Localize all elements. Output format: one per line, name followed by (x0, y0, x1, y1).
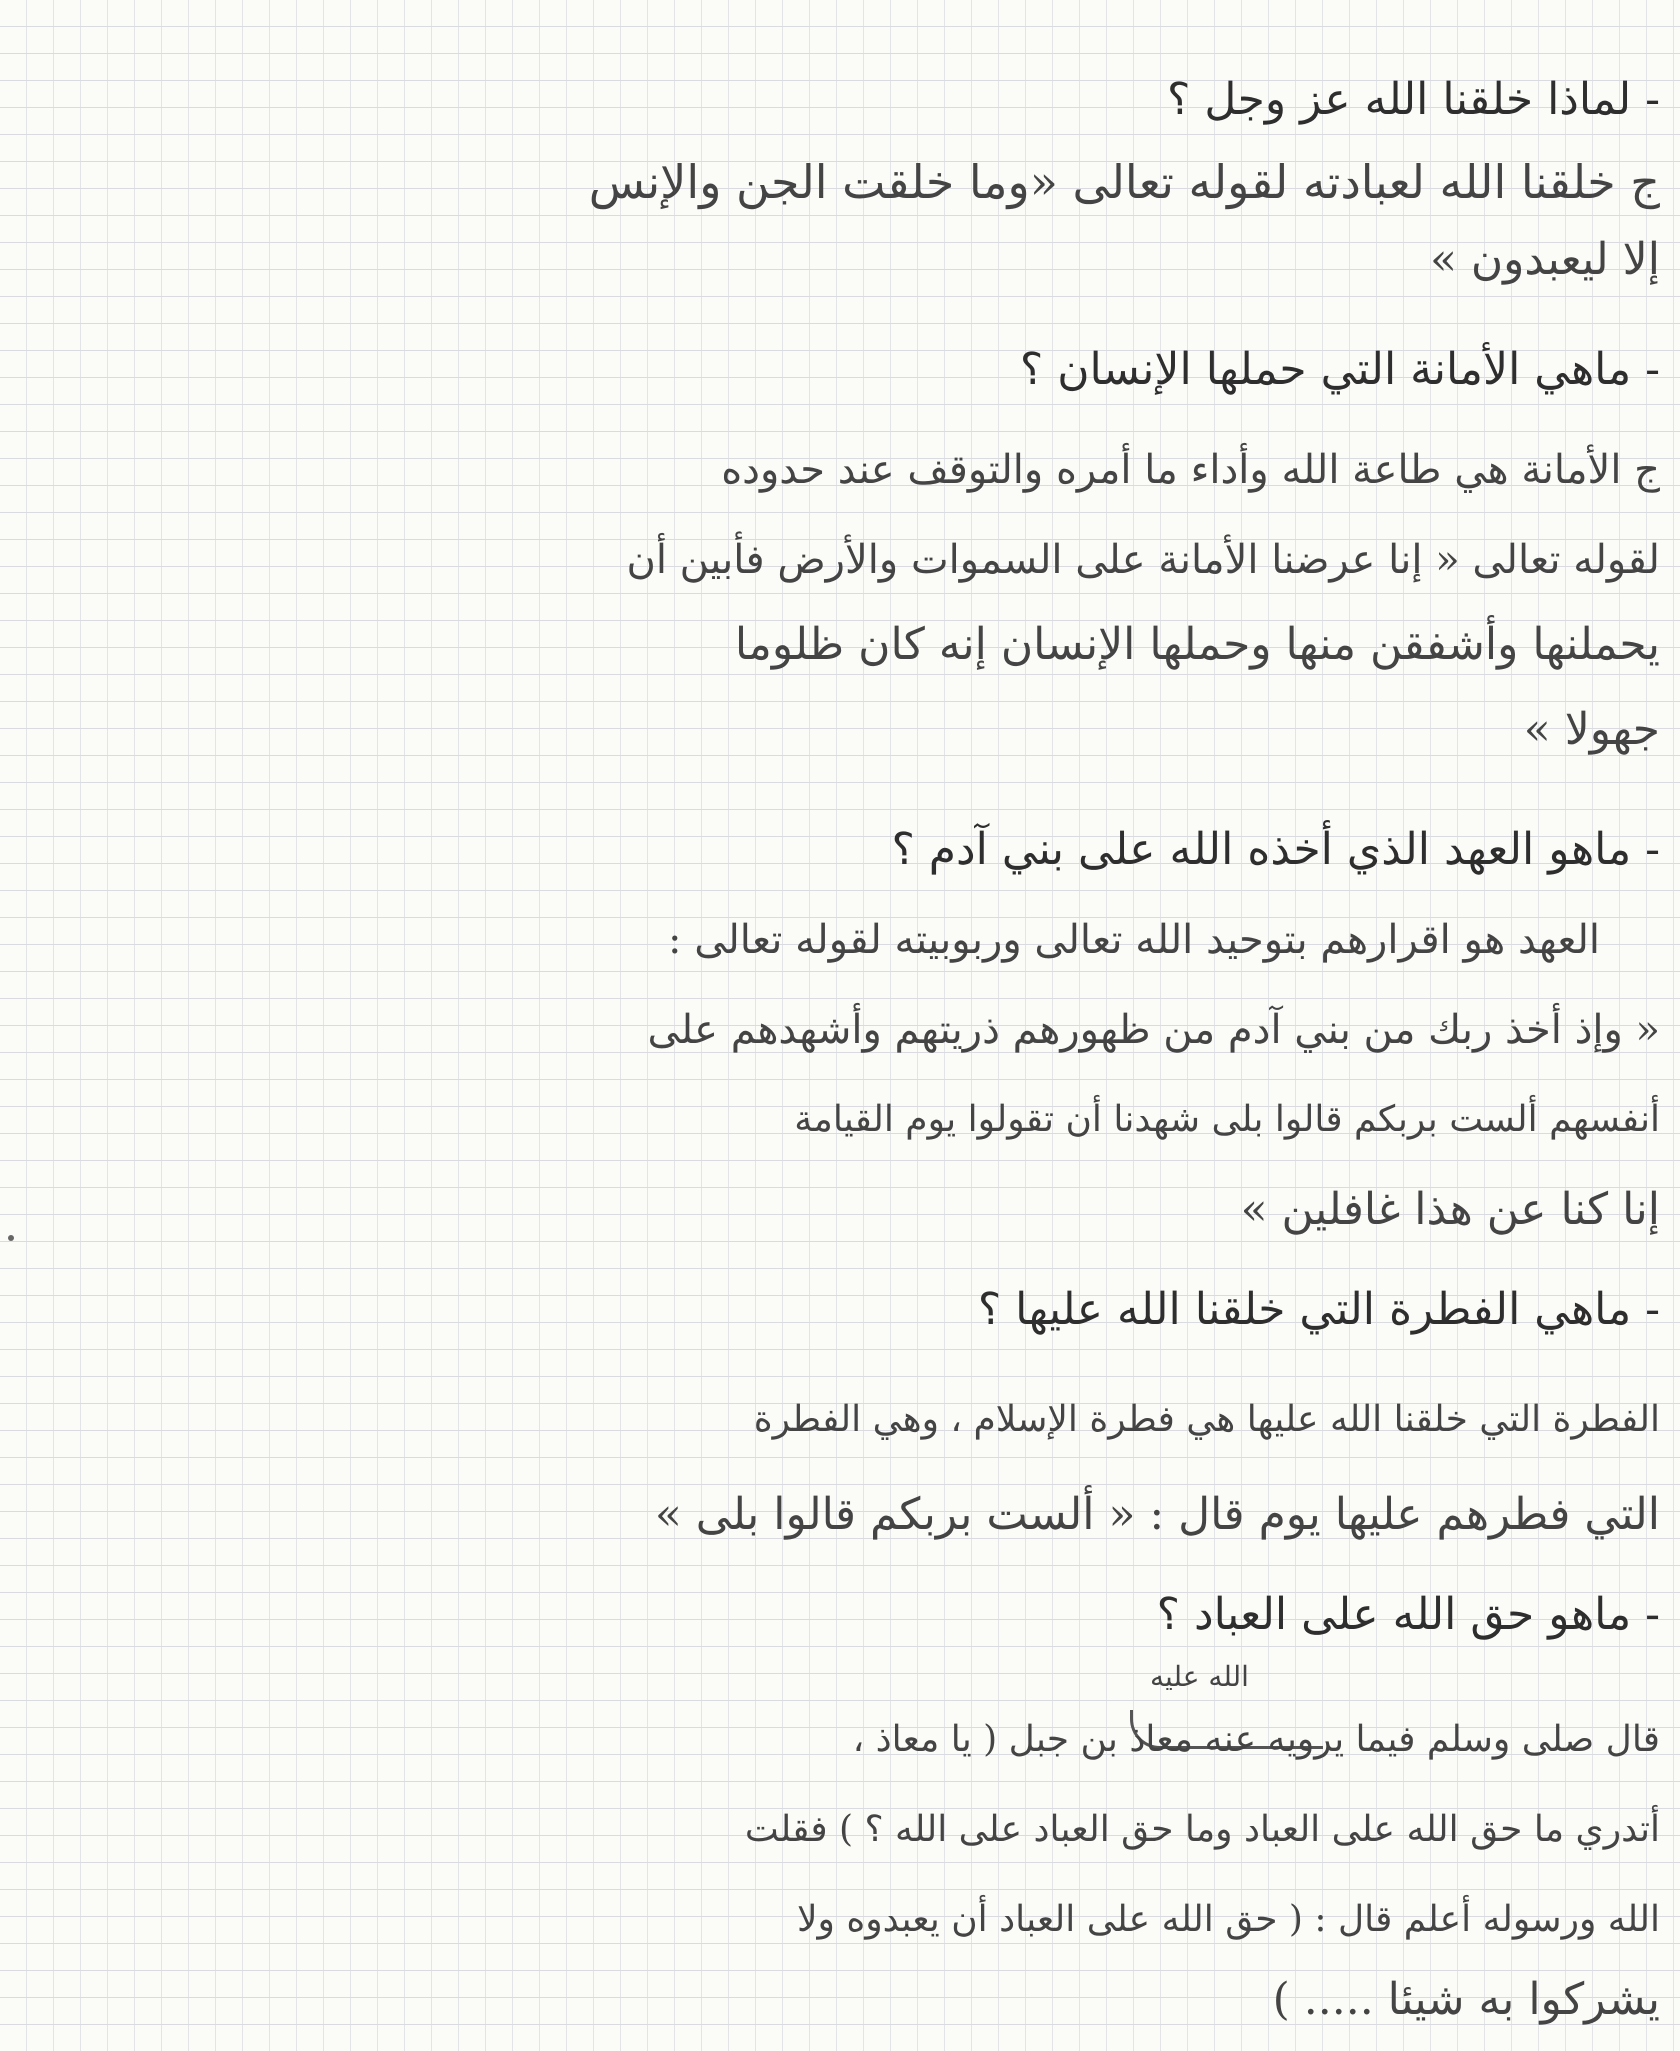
answer-line: لقوله تعالى « إنا عرضنا الأمانة على السموات والأرض فأبين أن (626, 537, 1660, 583)
answer-line: يشركوا به شيئا ..... ) (1272, 1974, 1660, 2025)
handwritten-page (20, 20, 1660, 2030)
answer-line: الفطرة التي خلقنا الله عليها هي فطرة الإسلام ، وهي الفطرة (753, 1399, 1660, 1440)
ink-dot (8, 1235, 14, 1241)
answer-line: يحملنها وأشفقن منها وحملها الإنسان إنه كان ظلوما (734, 619, 1660, 670)
answer-line: أنفسهم ألست بربكم قالوا بلى شهدنا أن تقولوا يوم القيامة (794, 1099, 1660, 1140)
answer-line: « وإذ أخذ ربك من بني آدم من ظهورهم ذريتهم وأشهدهم على (647, 1007, 1660, 1053)
answer-line: الله ورسوله أعلم قال : ( حق الله على العباد أن يعبدوه ولا (797, 1899, 1660, 1940)
question-line: - ماهو العهد الذي أخذه الله على بني آدم ؟ (891, 824, 1660, 875)
answer-line: إنا كنا عن هذا غافلين » (1240, 1184, 1660, 1235)
question-line: - ماهو حق الله على العباد ؟ (1156, 1589, 1660, 1640)
answer-line: ج خلقنا الله لعبادته لقوله تعالى «وما خلقت الجن والإنس (588, 155, 1660, 209)
answer-line: قال صلى وسلم فيما يرويه عنه معاذ بن جبل ( يا معاذ ، (852, 1719, 1660, 1760)
answer-line: ج الأمانة هي طاعة الله وأداء ما أمره والتوقف عند حدوده (721, 447, 1660, 493)
question-line: - لماذا خلقنا الله عز وجل ؟ (1166, 74, 1660, 125)
question-line: - ماهي الفطرة التي خلقنا الله عليها ؟ (977, 1284, 1660, 1335)
answer-line: التي فطرهم عليها يوم قال : « ألست بربكم قالوا بلى » (654, 1489, 1660, 1540)
answer-line: إلا ليعبدون » (1429, 234, 1660, 285)
caret-insertion: الله عليه (1150, 1660, 1249, 1693)
question-line: - ماهي الأمانة التي حملها الإنسان ؟ (1019, 344, 1660, 395)
answer-line: أتدري ما حق الله على العباد وما حق العباد على الله ؟ ) فقلت (744, 1809, 1660, 1850)
answer-line: جهولا » (1523, 704, 1660, 755)
answer-line: العهد هو اقرارهم بتوحيد الله تعالى وربوبيته لقوله تعالى : (668, 917, 1600, 963)
